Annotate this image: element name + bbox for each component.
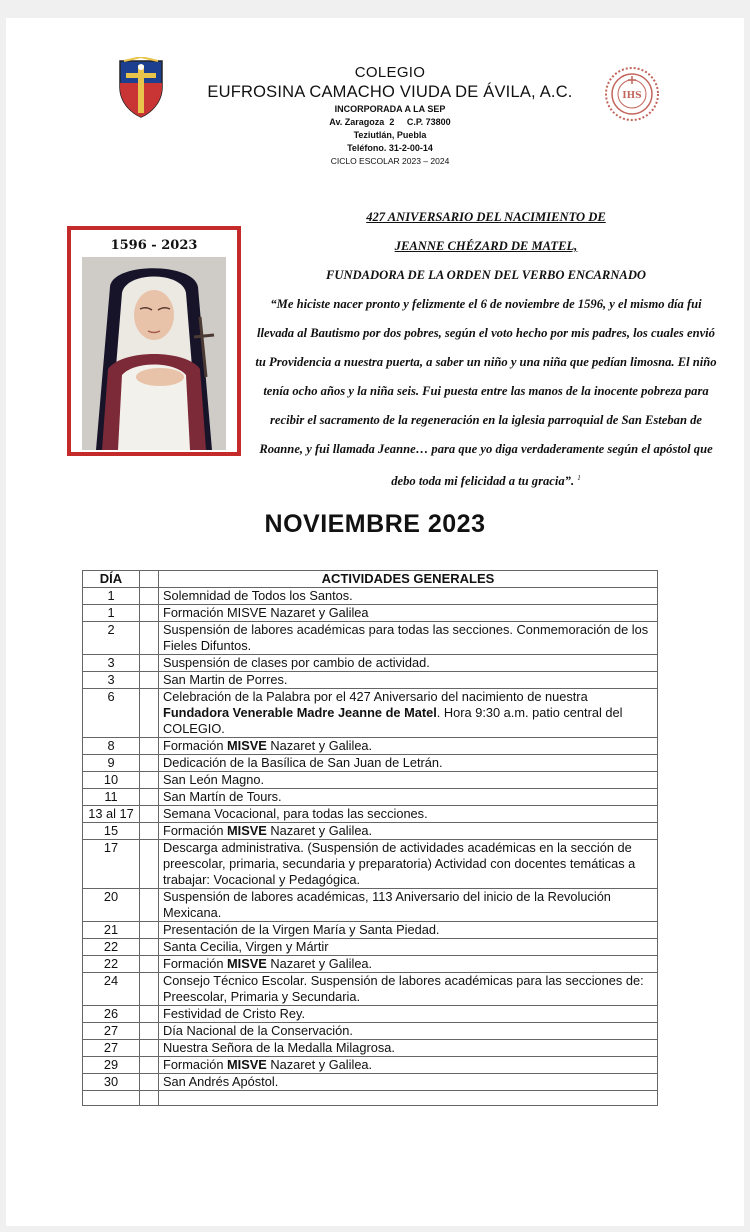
empty-cell <box>159 1091 658 1106</box>
activity-cell: Festividad de Cristo Rey. <box>159 1006 658 1023</box>
activity-cell <box>159 1057 658 1074</box>
activity-cell: San León Magno. <box>159 772 658 789</box>
spacer-cell <box>140 755 159 772</box>
day-cell: 13 al 17 <box>83 806 140 823</box>
table-row <box>83 738 658 755</box>
activity-text: . Hora 9:30 a.m. patio central del COLEGIO. <box>163 705 627 736</box>
spacer-cell <box>140 789 159 806</box>
portrait-years: 1596 - 2023 <box>110 238 198 253</box>
activity-text: Formación <box>163 1057 228 1072</box>
activity-cell: Solemnidad de Todos los Santos. <box>159 588 658 605</box>
spacer-cell <box>140 1074 159 1091</box>
table-row <box>83 1006 658 1023</box>
spacer-cell <box>140 806 159 823</box>
activity-cell: San Andrés Apóstol. <box>159 1074 658 1091</box>
day-cell: 20 <box>83 889 140 922</box>
table-row <box>83 605 658 622</box>
spacer-cell <box>140 889 159 922</box>
spacer-cell <box>140 922 159 939</box>
spacer-cell <box>140 823 159 840</box>
activity-text: Nazaret y Galilea. <box>266 823 373 838</box>
day-cell: 8 <box>83 738 140 755</box>
table-row <box>83 956 658 973</box>
table-header-row <box>83 571 658 588</box>
day-cell: 1 <box>83 605 140 622</box>
spacer-cell <box>140 973 159 1006</box>
svg-text:IHS: IHS <box>622 91 642 101</box>
table-row <box>83 755 658 772</box>
activity-cell: Suspensión de clases por cambio de actividad. <box>159 655 658 672</box>
table-row <box>83 1023 658 1040</box>
activity-cell: Suspensión de labores académicas, 113 Aniversario del inicio de la Revolución Mexicana. <box>159 889 658 922</box>
day-cell: 11 <box>83 789 140 806</box>
activity-text: Nazaret y Galilea. <box>266 956 373 971</box>
activity-bold-text: MISVE <box>227 823 267 838</box>
day-cell: 27 <box>83 1040 140 1057</box>
day-cell: 22 <box>83 956 140 973</box>
month-title: NOVIEMBRE 2023 <box>264 510 486 538</box>
anniversary-title-line-1: 427 ANIVERSARIO DEL NACIMIENTO DE <box>366 210 606 224</box>
table-row <box>83 973 658 1006</box>
activity-cell: San Martin de Porres. <box>159 672 658 689</box>
spacer-cell <box>140 672 159 689</box>
spacer-cell <box>140 588 159 605</box>
day-cell: 26 <box>83 1006 140 1023</box>
table-row <box>83 1057 658 1074</box>
spacer-cell <box>140 1023 159 1040</box>
city-text: Teziutlán, Puebla <box>353 130 427 140</box>
day-cell: 3 <box>83 655 140 672</box>
ihs-seal-logo <box>604 66 660 122</box>
table-row <box>83 1074 658 1091</box>
table-row <box>83 922 658 939</box>
activity-bold-text: MISVE <box>227 1057 267 1072</box>
table-row <box>83 939 658 956</box>
day-header: DÍA <box>83 571 140 588</box>
activity-cell: Formación MISVE Nazaret y Galilea <box>159 605 658 622</box>
day-cell: 1 <box>83 588 140 605</box>
phone-text: Teléfono. 31-2-00-14 <box>347 143 433 153</box>
spacer-cell <box>140 1006 159 1023</box>
activity-text: Formación <box>163 956 228 971</box>
day-cell: 10 <box>83 772 140 789</box>
activity-cell: Nuestra Señora de la Medalla Milagrosa. <box>159 1040 658 1057</box>
empty-cell <box>140 1091 159 1106</box>
activity-cell: Consejo Técnico Escolar. Suspensión de labores académicas para las secciones de: Preescolar, Primaria y Secundaria. <box>159 973 658 1006</box>
spacer-header <box>140 571 159 588</box>
activity-bold-text: MISVE <box>227 956 267 971</box>
day-cell: 3 <box>83 672 140 689</box>
day-cell: 15 <box>83 823 140 840</box>
footnote-mark: 1 <box>577 474 581 482</box>
school-shield-logo <box>116 57 166 119</box>
activity-cell <box>159 956 658 973</box>
table-row <box>83 672 658 689</box>
activity-text: Formación <box>163 738 228 753</box>
activity-bold-text: MISVE <box>227 738 267 753</box>
spacer-cell <box>140 1040 159 1057</box>
activity-text: Celebración de la Palabra por el 427 Aniversario del nacimiento de nuestra <box>163 689 592 704</box>
school-year-text: CICLO ESCOLAR 2023 – 2024 <box>330 156 450 166</box>
activity-text: Nazaret y Galilea. <box>266 1057 373 1072</box>
anniversary-quote <box>254 290 718 496</box>
activity-cell: Semana Vocacional, para todas las secciones. <box>159 806 658 823</box>
spacer-cell <box>140 689 159 738</box>
quote-text: “Me hiciste nacer pronto y felizmente el 6 de noviembre de 1596, y el mismo día fui llevada al Bautismo por dos pobres, según el voto hecho por mis padres, los cuales envió tu Providencia a nuestra puerta, a saber un niño y una niña que pedían limosna. El niño tenía ocho años y la niña seis. Fui puesta entre las manos de la inocente pobreza para recibir el sacramento de la regeneración en la iglesia parroquial de San Esteban de Roanne, y fui llamada Jeanne… para que yo diga verdaderamente según el apóstol que debo toda mi felicidad a tu gracia”. <box>255 297 717 489</box>
day-cell: 21 <box>83 922 140 939</box>
school-name: EUFROSINA CAMACHO VIUDA DE ÁVILA, A.C. <box>207 83 573 101</box>
activity-cell <box>159 738 658 755</box>
address-text: Av. Zaragoza 2 C.P. 73800 <box>329 117 451 127</box>
table-row <box>83 588 658 605</box>
spacer-cell <box>140 605 159 622</box>
activity-cell: Suspensión de labores académicas para todas las secciones. Conmemoración de los Fieles Difuntos. <box>159 622 658 655</box>
table-row <box>83 655 658 672</box>
portrait-frame <box>67 226 241 456</box>
table-row <box>83 889 658 922</box>
activities-table <box>82 570 658 1106</box>
activity-cell: Dedicación de la Basílica de San Juan de Letrán. <box>159 755 658 772</box>
spacer-cell <box>140 655 159 672</box>
anniversary-title-line-2: JEANNE CHÉZARD DE MATEL, <box>394 239 578 253</box>
table-row <box>83 840 658 889</box>
activity-cell <box>159 823 658 840</box>
empty-row <box>83 1091 658 1106</box>
day-cell: 24 <box>83 973 140 1006</box>
day-cell: 2 <box>83 622 140 655</box>
spacer-cell <box>140 772 159 789</box>
anniversary-title-line-3: FUNDADORA DE LA ORDEN DEL VERBO ENCARNADO <box>325 268 647 282</box>
day-cell: 6 <box>83 689 140 738</box>
day-cell: 27 <box>83 1023 140 1040</box>
table-row <box>83 689 658 738</box>
spacer-cell <box>140 956 159 973</box>
table-row <box>83 772 658 789</box>
incorporation-text: INCORPORADA A LA SEP <box>334 104 446 114</box>
day-cell: 30 <box>83 1074 140 1091</box>
activity-cell <box>159 689 658 738</box>
day-cell: 9 <box>83 755 140 772</box>
table-row <box>83 1040 658 1057</box>
day-cell: 17 <box>83 840 140 889</box>
activities-header: ACTIVIDADES GENERALES <box>159 571 658 588</box>
spacer-cell <box>140 1057 159 1074</box>
activity-cell: Día Nacional de la Conservación. <box>159 1023 658 1040</box>
activity-bold-text: Fundadora Venerable Madre Jeanne de Matel <box>163 705 437 720</box>
spacer-cell <box>140 738 159 755</box>
activity-cell: Descarga administrativa. (Suspensión de actividades académicas en la sección de preescolar, primaria, secundaria y preparatoria) Actividad con docentes temáticas a trabajar: Vocacional y Pedagógica. <box>159 840 658 889</box>
activity-text: Nazaret y Galilea. <box>266 738 373 753</box>
day-cell: 29 <box>83 1057 140 1074</box>
spacer-cell <box>140 939 159 956</box>
activity-cell: Santa Cecilia, Virgen y Mártir <box>159 939 658 956</box>
nun-portrait-image <box>82 257 226 450</box>
table-row <box>83 789 658 806</box>
table-row <box>83 622 658 655</box>
activity-text: Formación <box>163 823 228 838</box>
activity-cell: Presentación de la Virgen María y Santa Piedad. <box>159 922 658 939</box>
spacer-cell <box>140 622 159 655</box>
table-row <box>83 806 658 823</box>
day-cell: 22 <box>83 939 140 956</box>
spacer-cell <box>140 840 159 889</box>
empty-cell <box>83 1091 140 1106</box>
table-row <box>83 823 658 840</box>
activity-cell: San Martín de Tours. <box>159 789 658 806</box>
school-label: COLEGIO <box>354 64 426 81</box>
